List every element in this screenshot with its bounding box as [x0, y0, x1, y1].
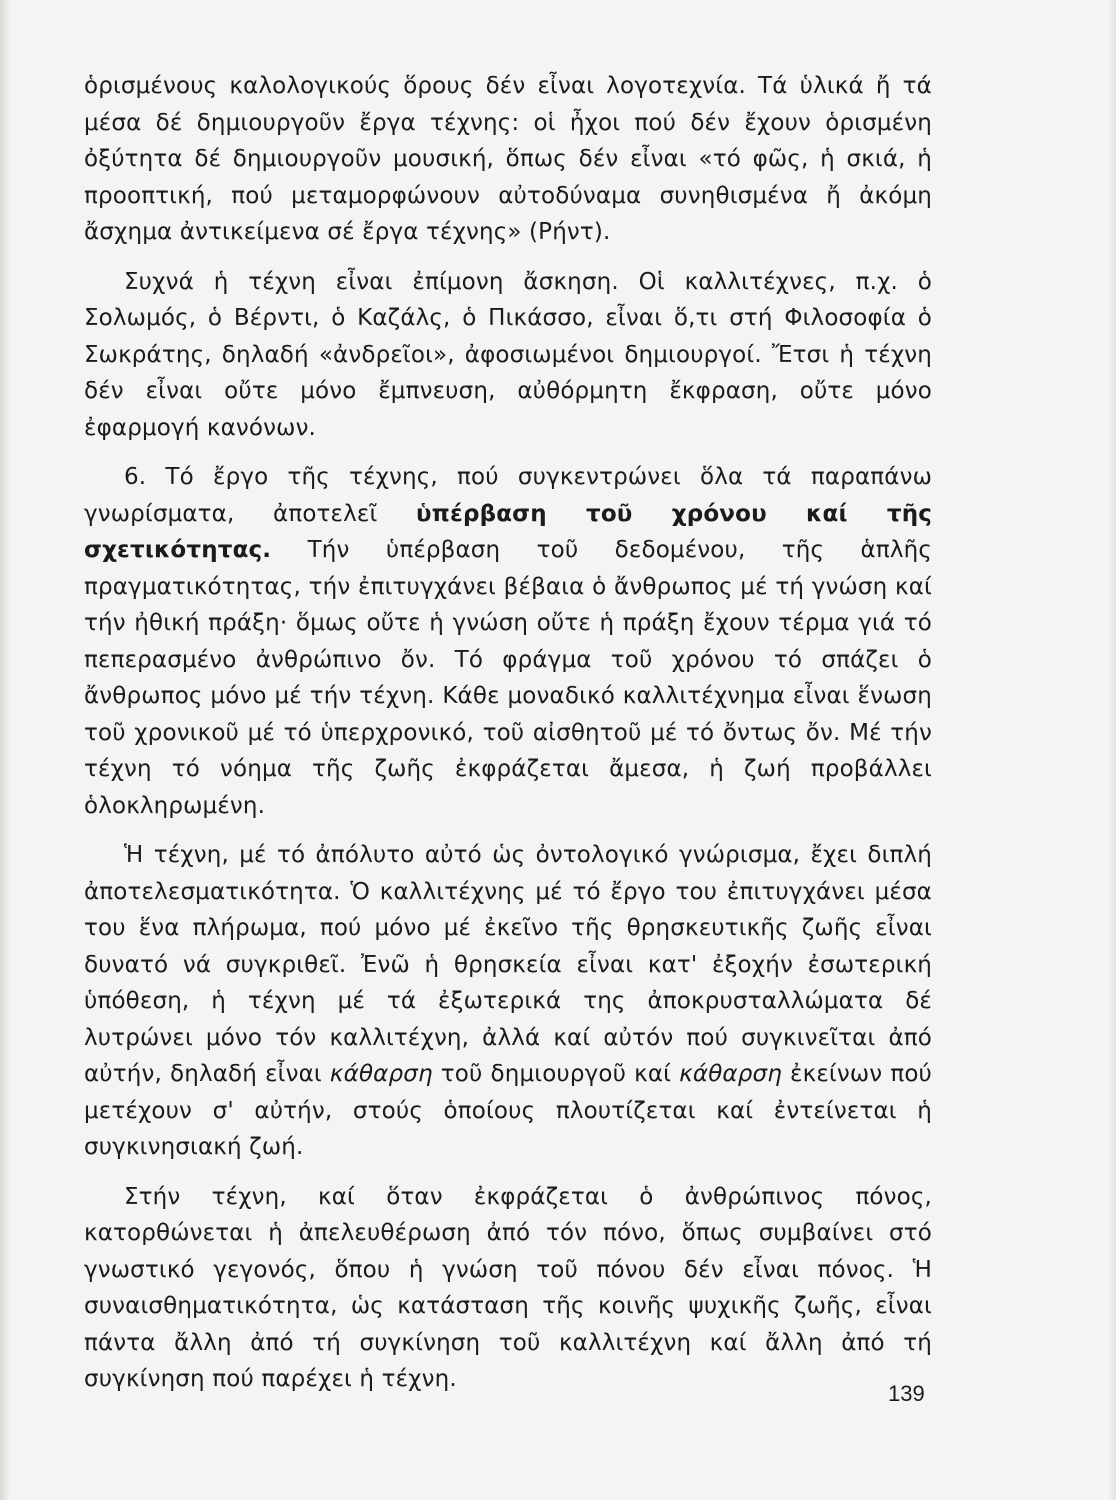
paragraph-3-intro: 6. Τό ἔργο τῆς τέχνης, πού συγκεντρώνει ὅλα τά παραπάνω γνωρίσματα, ἀποτελεῖ: [84, 464, 932, 527]
page-number: 139: [888, 1381, 925, 1406]
paragraph-1-text: ὁρισμένους καλολογικούς ὅρους δέν εἶναι λογοτεχνία. Τά ὑλικά ἤ τά μέσα δέ δημιουργοῦν ἔργα τέχνης: οἱ ἦχοι πού δέν ἔχουν ὁρισμένη ὀξύτητα δέ δημιουργοῦν μουσική, ὅπως δέν εἶναι «τό φῶς, ἡ σκιά, ἡ προοπτική, πού μεταμορφώνουν αὐτοδύναμα συνηθισμένα ἤ ἀκόμη ἄσχημα ἀντικείμενα σέ ἔργα τέχνης» (Ρήντ).: [84, 73, 932, 245]
paragraph-5-text: Στήν τέχνη, καί ὅταν ἐκφράζεται ὁ ἀνθρώπινος πόνος, κατορθώνεται ἡ ἀπελευθέρωση ἀπό τόν πόνο, ὅπως συμβαίνει στό γνωστικό γεγονός, ὅπου ἡ γνώση τοῦ πόνου δέν εἶναι πόνος. Ἡ συναισθηματικότητα, ὡς κατάσταση τῆς κοινῆς ψυχικῆς ζωῆς, εἶναι πάντα ἄλλη ἀπό τή συγκίνηση τοῦ καλλιτέχνη καί ἄλλη ἀπό τή συγκίνηση πού παρέχει ἡ τέχνη.: [84, 1183, 932, 1392]
paragraph-3-body: Τήν ὑπέρβαση τοῦ δεδομένου, τῆς ἁπλῆς πραγματικότητας, τήν ἐπιτυγχάνει βέβαια ὁ ἄνθρωπος μέ τή γνώση καί τήν ἠθική πράξη· ὅμως οὔτε ἡ γνώση οὔτε ἡ πράξη ἔχουν τέρμα γιά τό πεπερασμένο ἀνθρώπινο ὄν. Τό φράγμα τοῦ χρόνου τό σπάζει ὁ ἄνθρωπος μόνο μέ τήν τέχνη. Κάθε μοναδικό καλλιτέχνημα εἶναι ἕνωση τοῦ χρονικοῦ μέ τό ὑπερχρονικό, τοῦ αἰσθητοῦ μέ τό ὄντως ὄν. Μέ τήν τέχνη τό νόημα τῆς ζωῆς ἐκφράζεται ἄμεσα, ἡ ζωή προβάλλει ὁλοκληρωμένη.: [84, 537, 932, 819]
page-right-edge: [1108, 0, 1116, 1500]
body-text: [84, 68, 932, 1411]
paragraph-2: [84, 264, 932, 447]
italic-katharsis-1: κάθαρση: [329, 1061, 433, 1087]
paragraph-4-middle: τοῦ δημιουργοῦ καί: [432, 1061, 680, 1087]
emphasis-transcendence: ὑπέρβαση τοῦ χρόνου καί τῆς σχετικότητας.: [84, 500, 933, 563]
paragraph-4: [84, 837, 932, 1166]
paragraph-2-text: Συχνά ἡ τέχνη εἶναι ἐπίμονη ἄσκηση. Οἱ καλλιτέχνες, π.χ. ὁ Σολωμός, ὁ Βέρντι, ὁ Καζάλς, ὁ Πικάσσο, εἶναι ὅ,τι στή Φιλοσοφία ὁ Σωκράτης, δηλαδή «ἀνδρεῖοι», ἀφοσιωμένοι δημιουργοί. Ἔτσι ἡ τέχνη δέν εἶναι οὔτε μόνο ἔμπνευση, αὐθόρμητη ἔκφραση, οὔτε μόνο ἐφαρμογή κανόνων.: [84, 268, 932, 441]
italic-katharsis-2: κάθαρση: [679, 1061, 782, 1087]
paragraph-3: [84, 459, 932, 824]
paragraph-4-end: ἐκείνων πού μετέχουν σ' αὐτήν, στούς ὁποίους πλουτίζεται καί ἐντείνεται ἡ συγκινησιακή ζωή.: [84, 1061, 932, 1160]
page-left-edge: [0, 0, 10, 1500]
paragraph-1: [84, 68, 932, 251]
paragraph-4-intro: Ἡ τέχνη, μέ τό ἀπόλυτο αὐτό ὡς ὀντολογικό γνώρισμα, ἔχει διπλή ἀποτελεσματικότητα. Ὁ καλλιτέχνης μέ τό ἔργο του ἐπιτυγχάνει μέσα του ἕνα πλήρωμα, πού μόνο μέ ἐκεῖνο τῆς θρησκευτικῆς ζωῆς εἶναι δυνατό νά συγκριθεῖ. Ἐνῶ ἡ θρησκεία εἶναι κατ' ἐξοχήν ἐσωτερική ὑπόθεση, ἡ τέχνη μέ τά ἐξωτερικά της ἀποκρυσταλλώματα δέ λυτρώνει μόνο τόν καλλιτέχνη, ἀλλά καί αὐτόν πού συγκινεῖται ἀπό αὐτήν, δηλαδή εἶναι: [84, 842, 932, 1087]
paragraph-5: [84, 1179, 932, 1398]
